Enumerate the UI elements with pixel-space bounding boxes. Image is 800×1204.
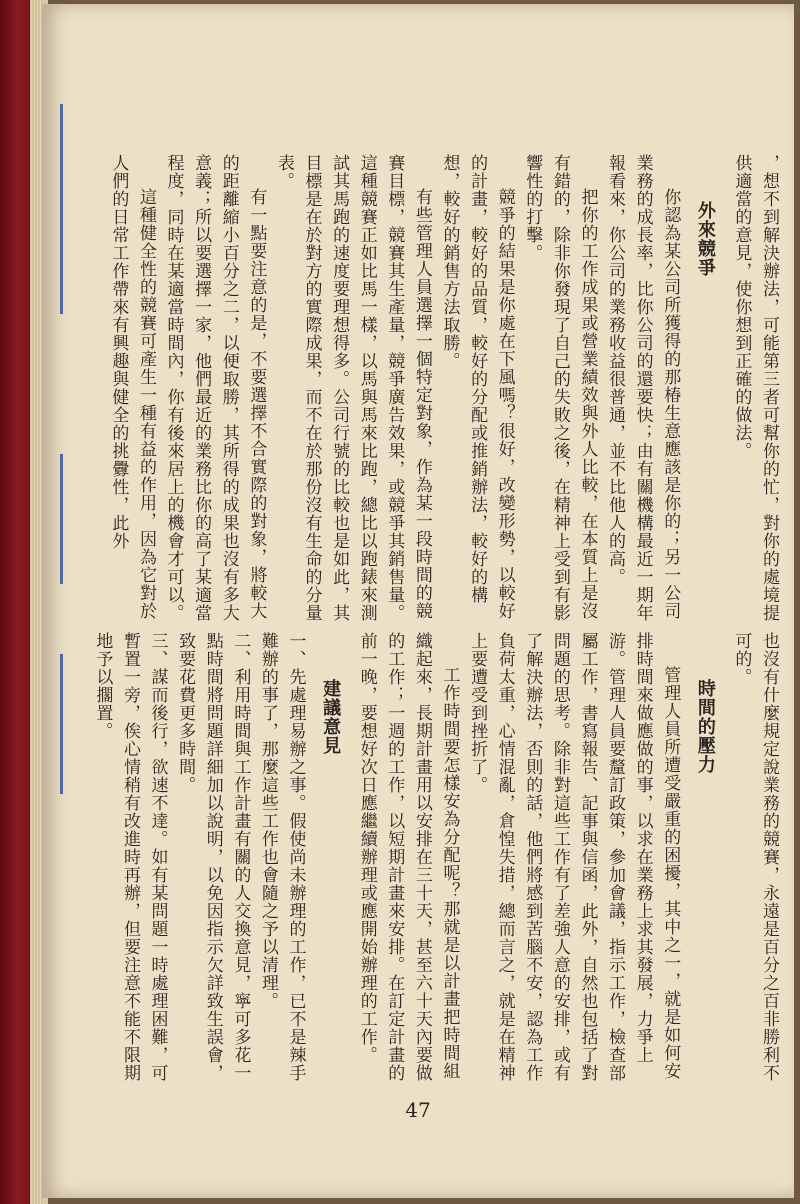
suggestion-item: 二、利用時間與工作計畫有關的人交換意見，寧可多花一點時間將問題詳細加以說明，以免因指示欠詳致生誤會，致要花費更多時間。 <box>175 632 251 1082</box>
paragraph: 競爭的結果是你處在下風嗎？很好，改變形勢，以較好的計畫，較好的品質，較好的分配或推銷辦法，較好的構想，較好的銷售方法取勝。 <box>439 154 515 620</box>
book-page <box>42 4 794 1198</box>
heading-time-pressure: 時間的壓力 <box>694 678 716 774</box>
paragraph: 工作時間要怎樣安為分配呢？那就是以計畫把時間組織起來，長期計畫用以安排在三十天，甚至六十天內要做的工作；一週的工作，以短期計畫來安排。在訂定計畫的前一晚，要想好次日應繼續辦理或應開始辦理的工作。 <box>356 632 460 1082</box>
page-number: 47 <box>405 1098 431 1122</box>
suggestion-item: 一、先處理易辦之事。假使尚未辦理的工作，已不是辣手難辦的事了，那麼這些工作也會隨之予以清理。 <box>257 632 306 1082</box>
bottom-text-block <box>92 632 782 1092</box>
intro-paragraph: ，想不到解決辦法，可能第三者可幫你的忙，對你的處境提供適當的意見，使你想到正確的做法。 <box>731 154 779 622</box>
suggestion-item: 三、謀而後行，欲速不達。如有某問題一時處理困難，可暫置一旁，俟心情稍有改進時再辦，但要注意不能不限期地予以擱置。 <box>92 632 168 1082</box>
paragraph: 你認為某公司所獲得的那椿生意應該是你的；另一公司業務的成長率，比你公司的還要快；由有關機構最近一期年報看來，你公司的業務收益很普通，並不比他人的高。 <box>605 154 681 622</box>
paragraph: 有一點要注意的是，不要選擇不合實際的對象，將較大的距離縮小百分之二，以便取勝，其所得的成果也沒有多大意義；所以要選擇一家，他們最近的業務比你的高了某適當程度，同時在某適當時間內，你有後來居上的機會才可以。 <box>163 154 267 622</box>
paragraph: 這種健全性的競賽可產生一種有益的作用，因為它對於人們的日常工作帶來有興趣與健全的挑釁性，此外 <box>108 154 156 620</box>
blue-edge-mark <box>60 654 63 794</box>
paragraph: 把你的工作成果或營業績效與外人比較，在本質上是沒有錯的，除非你發現了自己的失敗之後，在精神上受到有影響性的打擊。 <box>522 154 598 622</box>
paragraph: 有些管理人員選擇一個特定對象，作為某一段時間的競賽目標，競賽其生產量，競爭廣告效果，或競爭其銷售量。這種競賽正如比馬一樣，以馬與馬來比跑，總比以跑錶來測試其馬跑的速度要理想得多。公司行號的比較也是如此，其目標是在於對方的實際成果，而不在於那份沒有生命的分量表。 <box>273 154 432 622</box>
blue-edge-mark <box>60 454 63 584</box>
heading-foreign-competition: 外來競爭 <box>694 200 716 277</box>
top-text-block <box>108 154 782 622</box>
blue-edge-mark <box>60 104 63 314</box>
heading-suggestions: 建議意見 <box>320 678 342 755</box>
continuation-paragraph: 也沒有什麼規定說業務的競賽，永遠是百分之百非勝利不可的。 <box>731 632 779 1082</box>
paragraph: 管理人員所遭受嚴重的困擾，其中之一，就是如何安排時間來做應做的事，以求在業務上求其發展，力爭上游。管理人員要釐訂政策，參加會議，指示工作，檢查部屬工作，書寫報告、記事與信函，此外，自然也包括了對問題的思考。除非對這些工作有了差強人意的安排，或有了解決辦法，否則的話，他們將感到苦腦不安，認為工作負荷太重，心情混亂，倉惶失措，總而言之，就是在精神上要遭受到挫折了。 <box>467 632 681 1082</box>
